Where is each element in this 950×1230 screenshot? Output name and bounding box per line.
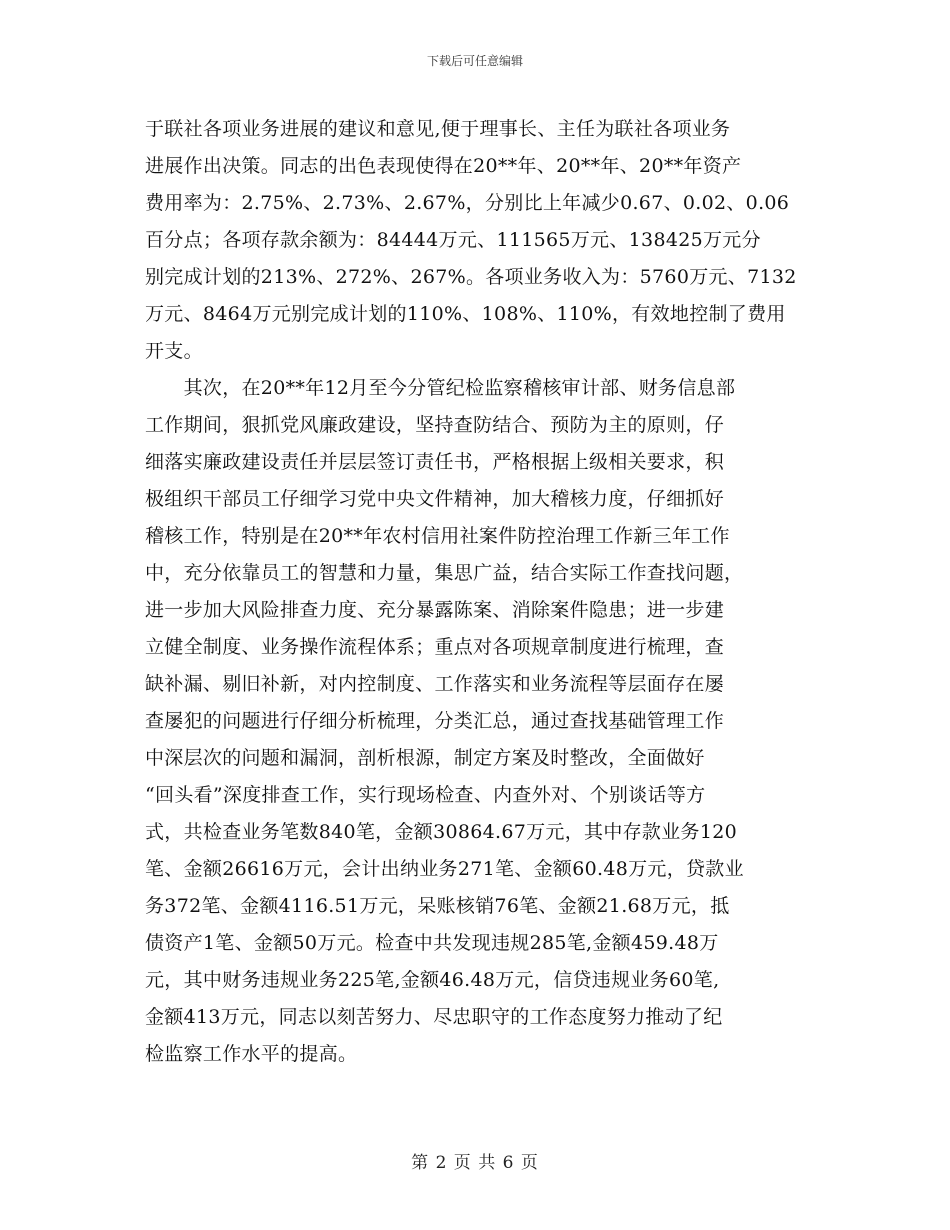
- paragraph-line: 开支。: [145, 340, 203, 362]
- paragraph-line: 稽核工作，特别是在20**年农村信用社案件防控治理工作新三年工作: [145, 525, 730, 547]
- paragraph-line: 于联社各项业务进展的建议和意见,便于理事长、主任为联社各项业务: [145, 118, 731, 140]
- paragraph-line: 元，其中财务违规业务225笔,金额46.48万元，信贷违规业务60笔,: [145, 969, 720, 991]
- paragraph-line: 中深层次的问题和漏洞，剖析根源，制定方案及时整改，全面做好: [145, 747, 705, 769]
- paragraph-line: 万元、8464万元别完成计划的110%、108%、110%，有效地控制了费用: [145, 303, 786, 325]
- paragraph-line: 进一步加大风险排查力度、充分暴露陈案、消除案件隐患；进一步建: [145, 599, 725, 621]
- paragraph-line: 百分点；各项存款余额为：84444万元、111565万元、138425万元分: [145, 229, 761, 251]
- paragraph-line: 其次，在20**年12月至今分管纪检监察稽核审计部、财务信息部: [145, 377, 736, 399]
- paragraph-line: 极组织干部员工仔细学习党中央文件精神，加大稽核力度，仔细抓好: [145, 488, 725, 510]
- paragraph-line: 细落实廉政建设责任并层层签订责任书，严格根据上级相关要求，积: [145, 451, 725, 473]
- paragraph-line: 金额413万元，同志以刻苦努力、尽忠职守的工作态度努力推动了纪: [145, 1006, 723, 1028]
- paragraph-line: 笔、金额26616万元，会计出纳业务271笔、金额60.48万元，贷款业: [145, 858, 744, 880]
- paragraph-line: 缺补漏、剔旧补新，对内控制度、工作落实和业务流程等层面存在屡: [145, 673, 725, 695]
- paragraph-line: 中，充分依靠员工的智慧和力量，集思广益，结合实际工作查找问题，: [145, 562, 744, 584]
- paragraph-line: 进展作出决策。同志的出色表现使得在20**年、20**年、20**年资产: [145, 155, 742, 177]
- document-body: [145, 111, 805, 1073]
- paragraph-line: 检监察工作水平的提高。: [145, 1043, 358, 1065]
- paragraph-line: 务372笔、金额4116.51万元，呆账核销76笔、金额21.68万元，抵: [145, 895, 730, 917]
- paragraph-line: 查屡犯的问题进行仔细分析梳理，分类汇总，通过查找基础管理工作: [145, 710, 725, 732]
- page-header: 下载后可任意编辑: [426, 54, 523, 68]
- paragraph-line: 工作期间，狠抓党风廉政建设，坚持查防结合、预防为主的原则，仔: [145, 414, 725, 436]
- paragraph-line: 别完成计划的213%、272%、267%。各项业务收入为：5760万元、7132: [145, 266, 797, 288]
- paragraph-line: 立健全制度、业务操作流程体系；重点对各项规章制度进行梳理，查: [145, 636, 725, 658]
- paragraph-line: 式，共检查业务笔数840笔，金额30864.67万元，其中存款业务120: [145, 821, 737, 843]
- paragraph-line: “回头看”深度排查工作，实行现场检查、内查外对、个别谈话等方: [145, 784, 706, 806]
- paragraph-line: 债资产1笔、金额50万元。检查中共发现违规285笔,金额459.48万: [145, 932, 719, 954]
- paragraph-line: 费用率为：2.75%、2.73%、2.67%，分别比上年减少0.67、0.02、0.06: [145, 192, 790, 214]
- page-number-footer: 第 2 页 共 6 页: [411, 1153, 539, 1173]
